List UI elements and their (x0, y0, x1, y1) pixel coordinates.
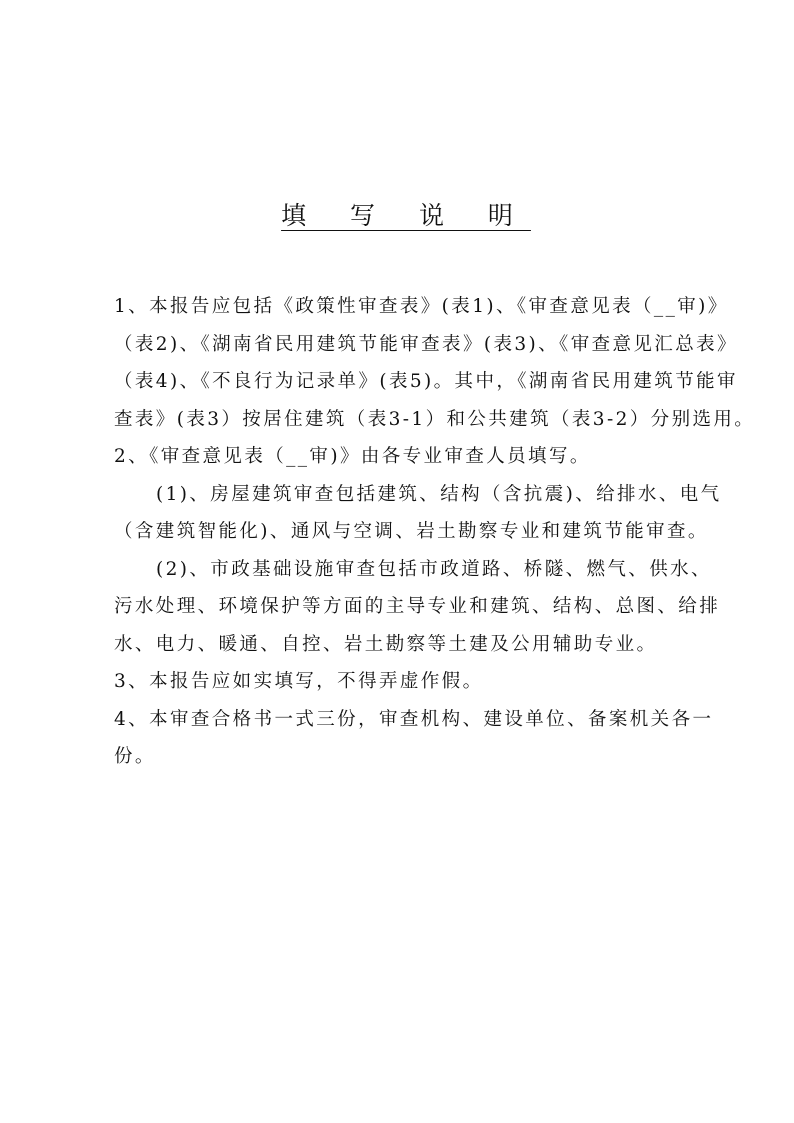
instruction-line-10: 水、电力、暖通、自控、岩土勘察等土建及公用辅助专业。 (114, 633, 658, 655)
instruction-line-13: 份。 (114, 746, 156, 767)
instruction-line-2: （表2)、《湖南省民用建筑节能审查表》(表3)、《审查意见汇总表》 (114, 333, 738, 355)
instruction-line-11: 3、本报告应如实填写，不得弄虚作假。 (114, 671, 484, 692)
instruction-line-8: (2)、市政基础设施审查包括市政道路、桥隧、燃气、供水、 (156, 558, 712, 580)
instruction-line-9: 污水处理、环境保护等方面的主导专业和建筑、结构、总图、给排 (114, 596, 721, 617)
instruction-line-1: 1、本报告应包括《政策性审查表》(表1)、《审查意见表（__审)》 (114, 296, 729, 317)
instruction-line-6: (1)、房屋建筑审查包括建筑、结构（含抗震)、给排水、电气 (156, 483, 722, 505)
instruction-line-3: （表4)、《不良行为记录单》(表5)。其中，《湖南省民用建筑节能审 (114, 371, 738, 392)
page-title (0, 198, 794, 234)
instruction-line-7: （含建筑智能化)、通风与空调、岩土勘察专业和建筑节能审查。 (114, 521, 709, 542)
instruction-line-5: 2、《审查意见表（__审)》由各专业审查人员填写。 (114, 446, 591, 467)
instructions-body (114, 288, 756, 776)
instruction-line-12: 4、本审查合格书一式三份，审查机构、建设单位、备案机关各一 (114, 708, 714, 730)
page-title-text: 填 写 说 明 (281, 201, 531, 230)
instruction-line-4: 查表》(表3）按居住建筑（表3-1）和公共建筑（表3-2）分别选用。 (114, 408, 756, 430)
